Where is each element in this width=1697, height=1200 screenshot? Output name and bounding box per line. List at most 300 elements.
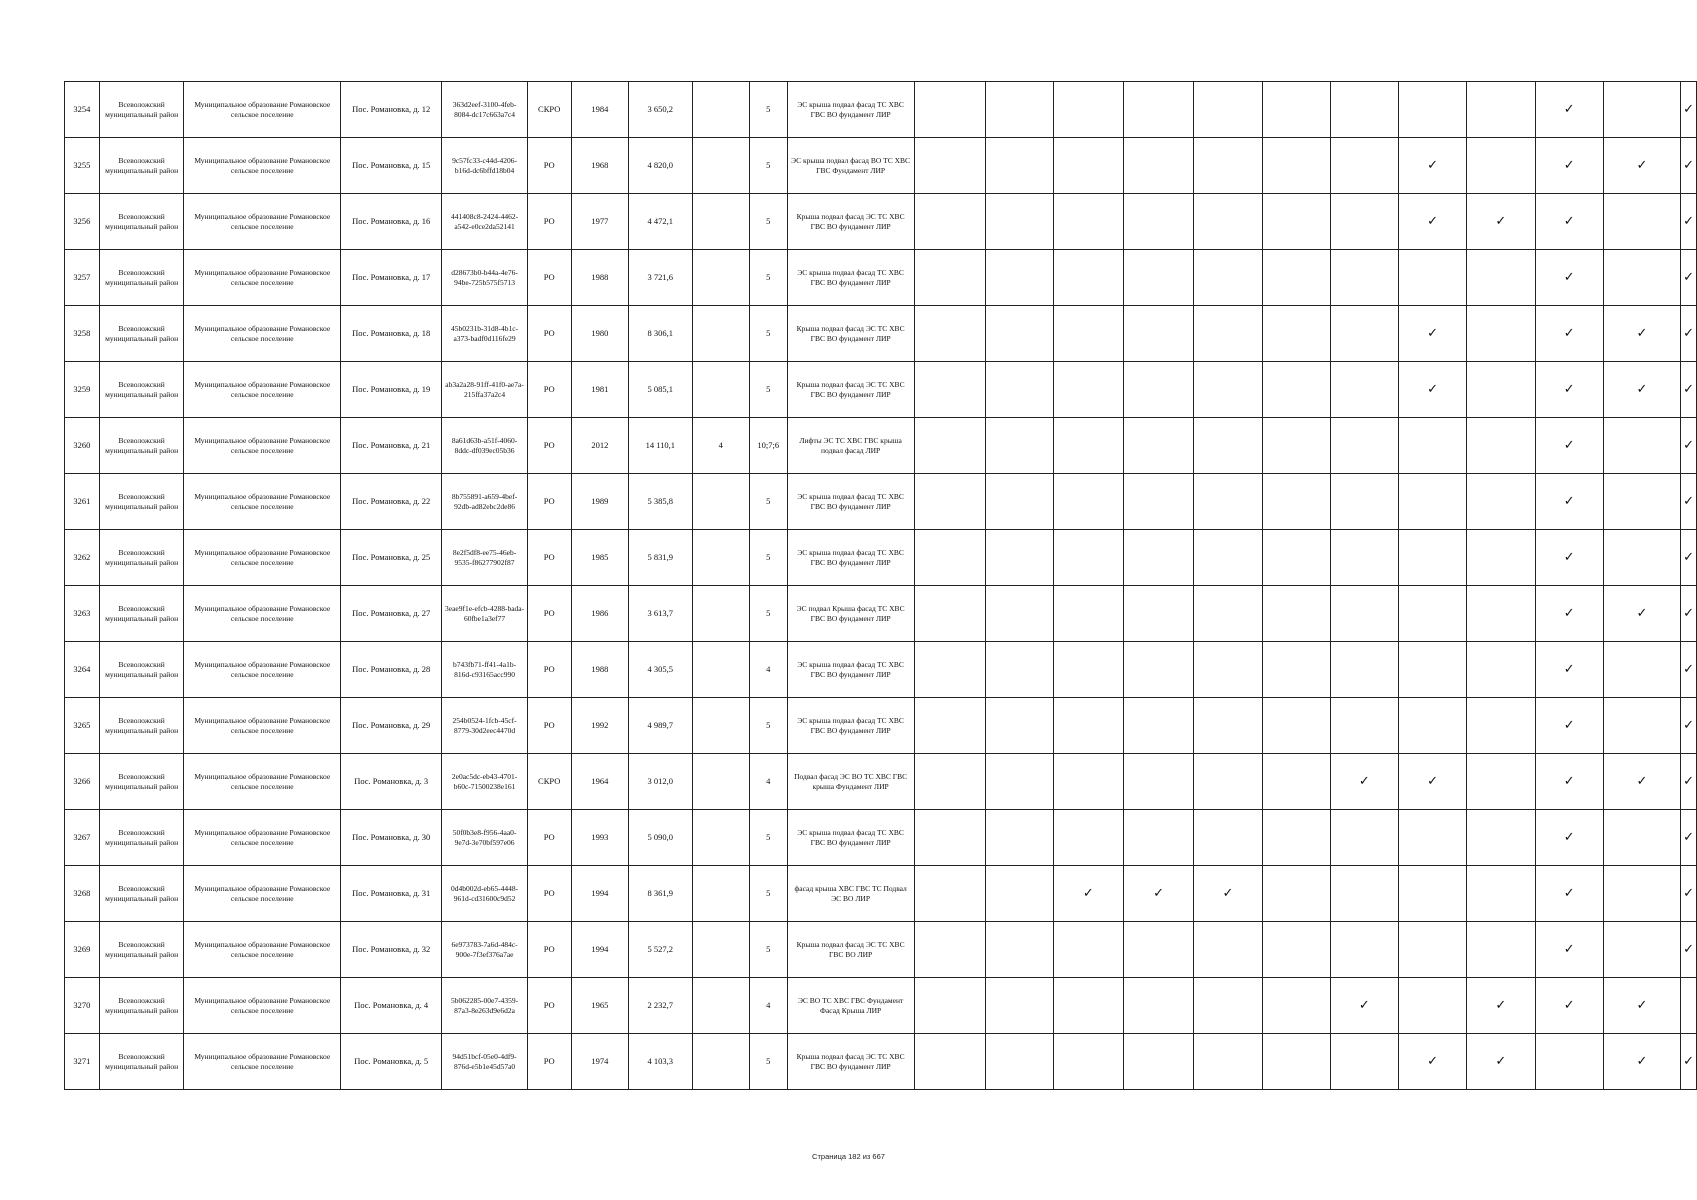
work-mark-cell [1330,754,1398,810]
guid-cell: b743fb71-ff41-4a1b-816d-c93165acc990 [442,642,528,698]
area-cell: 4 820,0 [629,138,692,194]
year-cell: 1992 [571,698,629,754]
table-row [65,978,1697,1034]
work-mark-cell [1053,642,1123,698]
entrances-cell [692,362,749,418]
housing-register-table [64,81,1697,1090]
work-mark-cell [1681,810,1697,866]
works-list-cell: ЭС крыша подвал фасад ТС ХВС ГВС ВО фундамент ЛИР [787,250,914,306]
work-mark-cell [1603,530,1680,586]
check-mark-icon: ✓ [1563,494,1575,509]
work-mark-cell [1603,1034,1680,1090]
work-mark-cell [1535,698,1603,754]
work-mark-cell [1398,586,1466,642]
check-mark-icon: ✓ [1495,998,1507,1013]
table-row [65,866,1697,922]
year-cell: 1988 [571,642,629,698]
municipality-cell: Муниципальное образование Романовское сельское поселение [184,474,341,530]
work-mark-cell [1124,194,1194,250]
guid-cell: 8a61d63b-a51f-4060-8ddc-df039ec05b36 [442,418,528,474]
work-mark-cell [1194,474,1262,530]
work-mark-cell [1681,978,1697,1034]
guid-cell: 9c57fc33-c44d-4206-b16d-dc6bffd18b04 [442,138,528,194]
work-mark-cell [1330,82,1398,138]
work-mark-cell [985,306,1053,362]
check-mark-icon: ✓ [1563,438,1575,453]
check-mark-icon: ✓ [1563,606,1575,621]
year-cell: 1977 [571,194,629,250]
municipality-cell: Муниципальное образование Романовское сельское поселение [184,194,341,250]
year-cell: 1993 [571,810,629,866]
check-mark-icon: ✓ [1358,774,1370,789]
work-mark-cell [1330,978,1398,1034]
row-number: 3262 [65,530,100,586]
works-list-cell: ЭС крыша подвал фасад ВО ТС ХВС ГВС Фундамент ЛИР [787,138,914,194]
table-row [65,754,1697,810]
work-mark-cell [1681,474,1697,530]
row-number: 3261 [65,474,100,530]
district-cell: Всеволожский муниципальный район [99,1034,184,1090]
fund-type-cell: РО [527,474,571,530]
work-mark-cell [1194,978,1262,1034]
fund-type-cell: РО [527,250,571,306]
district-cell: Всеволожский муниципальный район [99,530,184,586]
district-cell: Всеволожский муниципальный район [99,418,184,474]
table-body [65,82,1697,1090]
row-number: 3258 [65,306,100,362]
work-mark-cell [914,138,985,194]
check-mark-icon: ✓ [1563,382,1575,397]
work-mark-cell [1467,194,1535,250]
work-mark-cell [1681,250,1697,306]
check-mark-icon: ✓ [1636,158,1648,173]
work-mark-cell [1535,250,1603,306]
work-mark-cell [914,194,985,250]
works-list-cell: фасад крыша ХВС ГВС ТС Подвал ЭС ВО ЛИР [787,866,914,922]
work-mark-cell [1053,418,1123,474]
work-mark-cell [1398,922,1466,978]
work-mark-cell [985,138,1053,194]
check-mark-icon: ✓ [1495,214,1507,229]
work-mark-cell [1330,698,1398,754]
address-cell: Пос. Романовка, д. 30 [341,810,442,866]
district-cell: Всеволожский муниципальный район [99,586,184,642]
work-mark-cell [1053,474,1123,530]
work-mark-cell [1398,810,1466,866]
work-mark-cell [1603,138,1680,194]
table-row [65,418,1697,474]
floors-cell: 5 [749,306,787,362]
work-mark-cell [1681,642,1697,698]
work-mark-cell [1681,418,1697,474]
floors-cell: 5 [749,474,787,530]
work-mark-cell [1194,250,1262,306]
work-mark-cell [985,866,1053,922]
check-mark-icon: ✓ [1427,774,1439,789]
work-mark-cell [1398,1034,1466,1090]
table-row [65,82,1697,138]
work-mark-cell [1124,306,1194,362]
work-mark-cell [1467,754,1535,810]
work-mark-cell [1262,754,1330,810]
fund-type-cell: РО [527,418,571,474]
floors-cell: 5 [749,586,787,642]
work-mark-cell [1262,978,1330,1034]
area-cell: 4 103,3 [629,1034,692,1090]
check-mark-icon: ✓ [1683,158,1694,173]
row-number: 3270 [65,978,100,1034]
entrances-cell [692,194,749,250]
work-mark-cell [1535,82,1603,138]
work-mark-cell [1398,530,1466,586]
address-cell: Пос. Романовка, д. 19 [341,362,442,418]
address-cell: Пос. Романовка, д. 18 [341,306,442,362]
check-mark-icon: ✓ [1636,382,1648,397]
guid-cell: 254b0524-1fcb-45cf-8779-30d2eec4470d [442,698,528,754]
work-mark-cell [1535,530,1603,586]
works-list-cell: Подвал фасад ЭС ВО ТС ХВС ГВС крыша Фундамент ЛИР [787,754,914,810]
check-mark-icon: ✓ [1683,438,1694,453]
work-mark-cell [1194,138,1262,194]
area-cell: 3 650,2 [629,82,692,138]
work-mark-cell [1603,866,1680,922]
work-mark-cell [985,810,1053,866]
check-mark-icon: ✓ [1153,886,1165,901]
fund-type-cell: РО [527,586,571,642]
work-mark-cell [914,250,985,306]
work-mark-cell [1124,1034,1194,1090]
work-mark-cell [1194,306,1262,362]
entrances-cell [692,642,749,698]
work-mark-cell [985,1034,1053,1090]
work-mark-cell [1398,250,1466,306]
works-list-cell: Крыша подвал фасад ЭС ТС ХВС ГВС ВО фундамент ЛИР [787,194,914,250]
works-list-cell: Крыша подвал фасад ЭС ТС ХВС ГВС ВО фундамент ЛИР [787,362,914,418]
guid-cell: 50f0b3e8-f956-4aa0-9e7d-3e70bf597e06 [442,810,528,866]
work-mark-cell [1330,642,1398,698]
work-mark-cell [1535,922,1603,978]
entrances-cell [692,1034,749,1090]
check-mark-icon: ✓ [1683,550,1694,565]
guid-cell: 8b755891-a659-4bef-92db-ad82ebc2de86 [442,474,528,530]
work-mark-cell [1603,362,1680,418]
row-number: 3255 [65,138,100,194]
district-cell: Всеволожский муниципальный район [99,866,184,922]
year-cell: 1968 [571,138,629,194]
works-list-cell: ЭС подвал Крыша фасад ТС ХВС ГВС ВО фундамент ЛИР [787,586,914,642]
work-mark-cell [1330,474,1398,530]
work-mark-cell [985,194,1053,250]
works-list-cell: Крыша подвал фасад ЭС ТС ХВС ГВС ВО фундамент ЛИР [787,1034,914,1090]
check-mark-icon: ✓ [1427,214,1439,229]
work-mark-cell [1262,418,1330,474]
guid-cell: 0d4b002d-eb65-4448-961d-cd31600c9d52 [442,866,528,922]
entrances-cell [692,754,749,810]
work-mark-cell [1124,922,1194,978]
works-list-cell: ЭС крыша подвал фасад ТС ХВС ГВС ВО фундамент ЛИР [787,810,914,866]
work-mark-cell [1681,82,1697,138]
fund-type-cell: СКРО [527,82,571,138]
work-mark-cell [1124,362,1194,418]
table-row [65,642,1697,698]
work-mark-cell [1262,642,1330,698]
work-mark-cell [1603,82,1680,138]
work-mark-cell [1194,362,1262,418]
floors-cell: 5 [749,362,787,418]
work-mark-cell [1124,754,1194,810]
work-mark-cell [1124,418,1194,474]
municipality-cell: Муниципальное образование Романовское сельское поселение [184,418,341,474]
work-mark-cell [1053,82,1123,138]
address-cell: Пос. Романовка, д. 29 [341,698,442,754]
address-cell: Пос. Романовка, д. 21 [341,418,442,474]
work-mark-cell [1603,810,1680,866]
fund-type-cell: РО [527,866,571,922]
district-cell: Всеволожский муниципальный район [99,754,184,810]
work-mark-cell [1124,250,1194,306]
district-cell: Всеволожский муниципальный район [99,922,184,978]
municipality-cell: Муниципальное образование Романовское сельское поселение [184,530,341,586]
work-mark-cell [1467,138,1535,194]
work-mark-cell [1194,754,1262,810]
year-cell: 1984 [571,82,629,138]
work-mark-cell [1053,530,1123,586]
work-mark-cell [985,418,1053,474]
fund-type-cell: РО [527,642,571,698]
work-mark-cell [914,306,985,362]
work-mark-cell [1467,810,1535,866]
municipality-cell: Муниципальное образование Романовское сельское поселение [184,1034,341,1090]
work-mark-cell [1535,810,1603,866]
work-mark-cell [1330,194,1398,250]
work-mark-cell [914,1034,985,1090]
work-mark-cell [1124,978,1194,1034]
work-mark-cell [1053,978,1123,1034]
work-mark-cell [1535,866,1603,922]
check-mark-icon: ✓ [1563,830,1575,845]
work-mark-cell [1467,698,1535,754]
municipality-cell: Муниципальное образование Романовское сельское поселение [184,922,341,978]
work-mark-cell [914,586,985,642]
work-mark-cell [1398,82,1466,138]
row-number: 3271 [65,1034,100,1090]
work-mark-cell [1330,586,1398,642]
work-mark-cell [1535,194,1603,250]
work-mark-cell [985,754,1053,810]
check-mark-icon: ✓ [1082,886,1094,901]
year-cell: 1994 [571,922,629,978]
work-mark-cell [1194,810,1262,866]
work-mark-cell [1398,642,1466,698]
row-number: 3263 [65,586,100,642]
work-mark-cell [1467,306,1535,362]
floors-cell: 5 [749,810,787,866]
work-mark-cell [1053,250,1123,306]
entrances-cell [692,698,749,754]
work-mark-cell [1398,418,1466,474]
work-mark-cell [1398,306,1466,362]
work-mark-cell [1194,82,1262,138]
entrances-cell [692,586,749,642]
guid-cell: 3eae9f1e-efcb-4288-bada-60fbe1a3ef77 [442,586,528,642]
district-cell: Всеволожский муниципальный район [99,642,184,698]
check-mark-icon: ✓ [1563,998,1575,1013]
floors-cell: 5 [749,1034,787,1090]
work-mark-cell [1681,194,1697,250]
entrances-cell [692,978,749,1034]
work-mark-cell [1194,866,1262,922]
works-list-cell: ЭС крыша подвал фасад ТС ХВС ГВС ВО фундамент ЛИР [787,82,914,138]
works-list-cell: ЭС ВО ТС ХВС ГВС Фундамент Фасад Крыша ЛИР [787,978,914,1034]
work-mark-cell [1262,1034,1330,1090]
check-mark-icon: ✓ [1222,886,1234,901]
year-cell: 1964 [571,754,629,810]
area-cell: 8 361,9 [629,866,692,922]
year-cell: 1974 [571,1034,629,1090]
check-mark-icon: ✓ [1683,942,1694,957]
municipality-cell: Муниципальное образование Романовское сельское поселение [184,810,341,866]
work-mark-cell [985,642,1053,698]
area-cell: 2 232,7 [629,978,692,1034]
year-cell: 2012 [571,418,629,474]
district-cell: Всеволожский муниципальный район [99,810,184,866]
check-mark-icon: ✓ [1563,214,1575,229]
work-mark-cell [1124,82,1194,138]
check-mark-icon: ✓ [1427,1054,1439,1069]
district-cell: Всеволожский муниципальный район [99,138,184,194]
check-mark-icon: ✓ [1683,774,1694,789]
work-mark-cell [914,978,985,1034]
work-mark-cell [1124,474,1194,530]
work-mark-cell [1681,306,1697,362]
table-row [65,138,1697,194]
fund-type-cell: РО [527,698,571,754]
row-number: 3264 [65,642,100,698]
check-mark-icon: ✓ [1683,830,1694,845]
work-mark-cell [1262,922,1330,978]
work-mark-cell [1398,138,1466,194]
work-mark-cell [1467,586,1535,642]
entrances-cell [692,138,749,194]
municipality-cell: Муниципальное образование Романовское сельское поселение [184,586,341,642]
check-mark-icon: ✓ [1683,102,1694,117]
floors-cell: 4 [749,754,787,810]
row-number: 3267 [65,810,100,866]
address-cell: Пос. Романовка, д. 4 [341,978,442,1034]
work-mark-cell [1535,1034,1603,1090]
work-mark-cell [1467,866,1535,922]
work-mark-cell [1603,474,1680,530]
year-cell: 1986 [571,586,629,642]
check-mark-icon: ✓ [1563,886,1575,901]
work-mark-cell [985,978,1053,1034]
table-row [65,586,1697,642]
work-mark-cell [1330,530,1398,586]
entrances-cell: 4 [692,418,749,474]
work-mark-cell [1194,194,1262,250]
work-mark-cell [914,474,985,530]
work-mark-cell [1053,362,1123,418]
floors-cell: 5 [749,194,787,250]
works-list-cell: ЭС крыша подвал фасад ТС ХВС ГВС ВО фундамент ЛИР [787,474,914,530]
row-number: 3260 [65,418,100,474]
work-mark-cell [1681,1034,1697,1090]
check-mark-icon: ✓ [1563,270,1575,285]
work-mark-cell [1603,922,1680,978]
work-mark-cell [1053,754,1123,810]
work-mark-cell [914,530,985,586]
check-mark-icon: ✓ [1683,494,1694,509]
work-mark-cell [985,530,1053,586]
work-mark-cell [1535,474,1603,530]
work-mark-cell [914,698,985,754]
floors-cell: 5 [749,866,787,922]
work-mark-cell [1467,530,1535,586]
address-cell: Пос. Романовка, д. 17 [341,250,442,306]
check-mark-icon: ✓ [1358,998,1370,1013]
works-list-cell: ЭС крыша подвал фасад ТС ХВС ГВС ВО фундамент ЛИР [787,642,914,698]
fund-type-cell: РО [527,138,571,194]
work-mark-cell [914,82,985,138]
year-cell: 1994 [571,866,629,922]
check-mark-icon: ✓ [1563,942,1575,957]
work-mark-cell [1535,306,1603,362]
work-mark-cell [1053,306,1123,362]
municipality-cell: Муниципальное образование Романовское сельское поселение [184,250,341,306]
work-mark-cell [1262,82,1330,138]
work-mark-cell [1535,362,1603,418]
floors-cell: 5 [749,138,787,194]
work-mark-cell [1194,922,1262,978]
work-mark-cell [1053,866,1123,922]
entrances-cell [692,866,749,922]
work-mark-cell [1124,866,1194,922]
work-mark-cell [1194,418,1262,474]
guid-cell: 2e0ac5dc-eb43-4701-b60c-71500238e161 [442,754,528,810]
area-cell: 3 613,7 [629,586,692,642]
municipality-cell: Муниципальное образование Романовское сельское поселение [184,82,341,138]
work-mark-cell [1124,642,1194,698]
check-mark-icon: ✓ [1683,1054,1694,1069]
fund-type-cell: РО [527,1034,571,1090]
work-mark-cell [1262,362,1330,418]
work-mark-cell [1603,586,1680,642]
municipality-cell: Муниципальное образование Романовское сельское поселение [184,698,341,754]
work-mark-cell [1535,418,1603,474]
work-mark-cell [914,754,985,810]
works-list-cell: ЭС крыша подвал фасад ТС ХВС ГВС ВО фундамент ЛИР [787,530,914,586]
area-cell: 5 527,2 [629,922,692,978]
area-cell: 5 090,0 [629,810,692,866]
check-mark-icon: ✓ [1683,326,1694,341]
entrances-cell [692,474,749,530]
work-mark-cell [1194,586,1262,642]
district-cell: Всеволожский муниципальный район [99,978,184,1034]
entrances-cell [692,530,749,586]
work-mark-cell [1194,698,1262,754]
page-number: Страница 182 из 667 [812,1152,885,1161]
work-mark-cell [1603,754,1680,810]
entrances-cell [692,82,749,138]
work-mark-cell [1053,586,1123,642]
table-row [65,194,1697,250]
check-mark-icon: ✓ [1563,718,1575,733]
work-mark-cell [985,82,1053,138]
work-mark-cell [1262,250,1330,306]
work-mark-cell [1053,810,1123,866]
address-cell: Пос. Романовка, д. 28 [341,642,442,698]
check-mark-icon: ✓ [1563,774,1575,789]
